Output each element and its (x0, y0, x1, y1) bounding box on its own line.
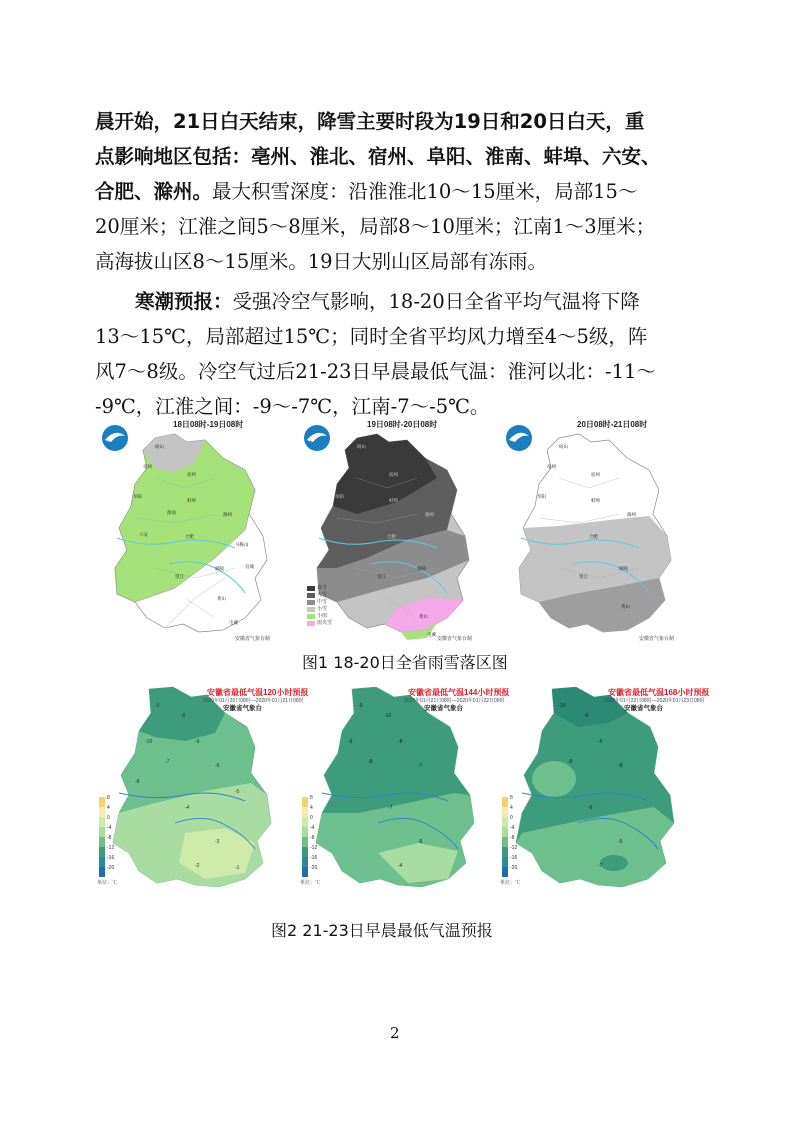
city-label: 铜陵 (619, 566, 628, 571)
station-value: -9 (584, 713, 589, 719)
station-value: -5 (618, 839, 623, 845)
scale-label: 0 (310, 815, 313, 821)
text-line: 风7～8级。冷空气过后21-23日早晨最低气温：淮河以北：-11～ (95, 360, 656, 383)
scale-label: 0 (107, 815, 110, 821)
station-value: -10 (145, 739, 153, 745)
temp-map-2 (298, 683, 510, 889)
station-value: -8 (135, 779, 140, 785)
legend-label: 小雪 (317, 606, 328, 612)
legend-swatch (307, 586, 315, 591)
city-label: 黄山 (621, 604, 630, 609)
snow-map-3-svg (499, 418, 699, 644)
text-line: 晨开始，21日白天结束，降雪主要时段为19日和20日白天，重 (95, 110, 645, 133)
city-label: 宿州 (389, 472, 398, 477)
logo-icon (506, 425, 532, 451)
station-value: -8 (181, 713, 186, 719)
city-label: 屯溪 (427, 632, 436, 637)
city-label: 望江 (377, 574, 386, 579)
scale-label: 4 (510, 805, 513, 811)
city-label: 马鞍山 (235, 542, 249, 547)
station-value: -7 (388, 805, 393, 811)
snow-map-3 (499, 418, 699, 644)
station-value: -8 (568, 759, 573, 765)
station-value: -9 (155, 703, 160, 709)
city-label: 合肥 (589, 534, 598, 539)
snow-map-2 (297, 418, 497, 644)
station-value: -9 (598, 739, 603, 745)
city-label: 砀山 (357, 444, 366, 449)
city-label: 蚌埠 (591, 498, 600, 503)
map-office: 安徽省气象台 (223, 705, 262, 712)
paragraph-cold-wave (95, 284, 705, 424)
city-label: 望江 (175, 574, 184, 579)
snow-depth-text: 最大积雪深度：沿淮淮北10～15厘米，局部15～ (212, 180, 638, 203)
scale-label: -20 (107, 865, 115, 871)
scale-label: 8 (510, 795, 513, 801)
city-label: 合肥 (387, 534, 396, 539)
city-label: 阜阳 (537, 494, 546, 499)
station-value: -8 (368, 759, 373, 765)
city-label: 阜阳 (133, 494, 142, 499)
city-label: 黄山 (217, 596, 226, 601)
city-label: 亳州 (143, 464, 152, 469)
text-line: 20厘米；江淮之间5～8厘米，局部8～10厘米；江南1～3厘米； (95, 215, 656, 238)
text-line: -9℃，江淮之间：-9～-7℃，江南-7～-5℃。 (95, 395, 490, 418)
snow-map-1-svg (95, 418, 295, 644)
map-credit: 安徽省气象台制 (639, 636, 675, 642)
temp-map-3 (498, 683, 710, 889)
scale-label: -20 (310, 865, 318, 871)
city-label: 滁州 (223, 512, 232, 517)
temp-scale (302, 797, 308, 877)
station-value: -7 (165, 759, 170, 765)
station-value: -10 (558, 703, 566, 709)
text-line: 13～15℃，局部超过15℃；同时全省平均风力增至4～5级，阵 (95, 325, 648, 348)
cold-wave-text: 受强冷空气影响，18-20日全省平均气温将下降 (232, 290, 640, 313)
bold-cities: 合肥、滁州。 (95, 180, 213, 203)
map-subtitle: 2020年01月22日08时—2020年01月23日08时 (604, 698, 705, 704)
scale-label: -20 (510, 865, 518, 871)
legend-swatch (307, 593, 315, 598)
temp-map-1-svg (95, 683, 297, 889)
map-title: 19日08时-20日08时 (367, 420, 438, 429)
text-line (95, 174, 705, 209)
city-label: 砀山 (155, 444, 164, 449)
city-label: 望江 (579, 574, 588, 579)
unit-label: 单位：℃ (500, 880, 521, 886)
city-label: 合肥 (185, 534, 194, 539)
legend-swatch (307, 607, 315, 612)
paragraph-snowfall (95, 104, 705, 279)
station-value: -8 (398, 739, 403, 745)
map-credit: 安徽省气象台制 (437, 636, 473, 642)
scale-label: -16 (510, 855, 518, 861)
city-label: 砀山 (559, 444, 568, 449)
legend-swatch (307, 614, 315, 619)
scale-label: -12 (107, 845, 115, 851)
logo-icon (102, 425, 128, 451)
station-value: -7 (418, 763, 423, 769)
scale-label: -16 (107, 855, 115, 861)
figure1-caption: 图1 18-20日全省雨雪落区图 (302, 653, 508, 672)
legend-label: 小雨 (317, 613, 328, 619)
city-label: 宣城 (245, 564, 254, 569)
legend-swatch (307, 621, 315, 626)
city-label: 阜阳 (335, 494, 344, 499)
city-label: 蚌埠 (187, 498, 196, 503)
station-value: -6 (588, 805, 593, 811)
station-value: -9 (348, 739, 353, 745)
scale-label: -12 (310, 845, 318, 851)
map-credit: 安徽省气象台制 (235, 636, 271, 642)
map-subtitle: 2020年01月21日08时—2020年01月22日08时 (404, 698, 505, 704)
station-value: -2 (195, 863, 200, 869)
temp-map-3-svg (498, 683, 700, 889)
scale-label: -4 (510, 825, 515, 831)
station-value: -4 (185, 805, 190, 811)
scale-label: -4 (310, 825, 315, 831)
city-label: 六安 (139, 532, 148, 537)
snow-map-1 (95, 418, 295, 644)
scale-label: -8 (510, 835, 515, 841)
city-label: 亳州 (547, 464, 556, 469)
station-value: -4 (398, 863, 403, 869)
temp-map-2-svg (298, 683, 500, 889)
scale-label: -4 (107, 825, 112, 831)
map-title: 安徽省最低气温144小时预报 (408, 688, 510, 697)
city-label: 铜陵 (215, 566, 224, 571)
map-office: 安徽省气象台 (624, 705, 663, 712)
city-label: 滁州 (627, 512, 636, 517)
scale-label: 0 (510, 815, 513, 821)
station-value: -1 (235, 865, 240, 871)
scale-label: 4 (107, 805, 110, 811)
city-label: 宿州 (591, 472, 600, 477)
station-value: -6 (418, 839, 423, 845)
page-number: 2 (390, 1024, 400, 1042)
legend-label: 雨夹雪 (317, 620, 333, 626)
city-label: 黄山 (419, 614, 428, 619)
scale-label: 8 (310, 795, 313, 801)
scale-label: -8 (310, 835, 315, 841)
temp-map-1 (95, 683, 309, 889)
city-label: 淮南 (167, 510, 176, 515)
map-title: 18日08时-19日08时 (173, 420, 244, 429)
legend-label: 大雪 (317, 592, 328, 598)
city-label: 屯溪 (229, 620, 238, 625)
legend-label: 暴雪 (317, 585, 328, 591)
city-label: 蚌埠 (389, 498, 398, 503)
scale-label: -8 (107, 835, 112, 841)
scale-label: 4 (310, 805, 313, 811)
map-title: 安徽省最低气温120小时预报 (207, 688, 309, 697)
cold-wave-label: 寒潮预报： (135, 290, 233, 313)
scale-label: -12 (510, 845, 518, 851)
city-label: 宿州 (187, 472, 196, 477)
legend-swatch (307, 600, 315, 605)
temp-scale (502, 797, 508, 877)
scale-label: -16 (310, 855, 318, 861)
snow-legend (307, 586, 315, 626)
city-label: 铜陵 (417, 566, 426, 571)
station-value: -10 (384, 713, 392, 719)
legend-label: 中雪 (317, 599, 328, 605)
map-title: 安徽省最低气温168小时预报 (608, 688, 710, 697)
text-line (95, 284, 705, 319)
text-line: 点影响地区包括：亳州、淮北、宿州、阜阳、淮南、蚌埠、六安、 (95, 145, 661, 168)
temp-scale (99, 797, 105, 877)
station-value: -8 (618, 763, 623, 769)
station-value: -3 (215, 839, 220, 845)
city-label: 滁州 (425, 512, 434, 517)
scale-label: 8 (107, 795, 110, 801)
station-value: -5 (235, 789, 240, 795)
figure2-caption: 图2 21-23日早晨最低气温预报 (271, 921, 493, 940)
map-office: 安徽省气象台 (424, 705, 463, 712)
station-value: -9 (195, 739, 200, 745)
unit-label: 单位：℃ (97, 880, 118, 886)
station-value: -9 (358, 703, 363, 709)
text-line: 高海拔山区8～15厘米。19日大别山区局部有冻雨。 (95, 250, 548, 273)
station-value: -6 (215, 763, 220, 769)
map-title: 20日08时-21日08时 (577, 420, 648, 429)
station-value: -7 (598, 863, 603, 869)
logo-icon (304, 425, 330, 451)
map-subtitle: 2020年01月20日08时—2020年01月21日08时 (203, 698, 304, 704)
unit-label: 单位：℃ (300, 880, 321, 886)
